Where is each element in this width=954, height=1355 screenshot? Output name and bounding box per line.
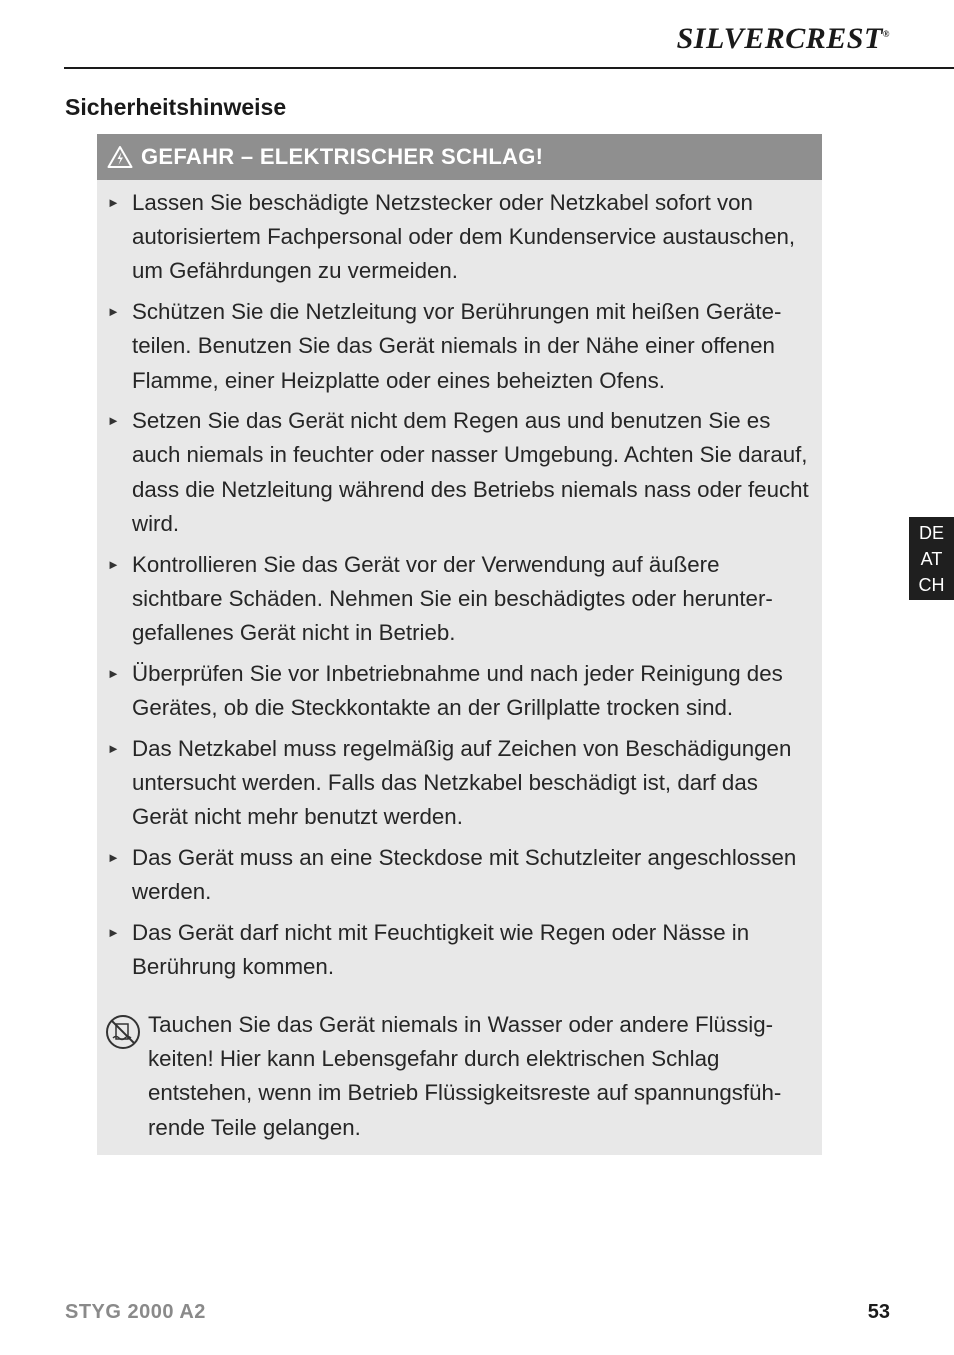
bullet-arrow-icon: ► [107, 413, 120, 429]
brand-logo [677, 22, 890, 56]
list-item [97, 732, 822, 835]
bullet-arrow-icon: ► [107, 304, 120, 320]
list-item-text: Das Netzkabel muss regelmäßig auf Zeichen von Beschädigungen untersucht werden. Falls das Netzkabel beschädigt ist, darf das Gerät nicht mehr benutzt werden. [132, 735, 792, 829]
list-item-text: Kontrollieren Sie das Gerät vor der Verwendung auf äußere sichtbare Schäden. Nehmen Sie ein beschädigtes oder herunter-gefallenes Gerät nicht in Betrieb. [132, 551, 773, 645]
no-immersion-icon [105, 1014, 141, 1050]
safety-list [97, 186, 822, 984]
warning-title: GEFAHR – ELEKTRISCHER SCHLAG! [141, 144, 544, 169]
bullet-arrow-icon: ► [107, 849, 120, 865]
registered-mark: ® [882, 29, 890, 39]
bullet-arrow-icon: ► [107, 665, 120, 681]
language-ch: CH [918, 574, 945, 595]
language-de: DE [918, 522, 944, 543]
brand-logo-text: SILVERCREST [676, 22, 883, 55]
list-item-text: Das Gerät muss an eine Steckdose mit Schutzleiter angeschlossen werden. [132, 844, 797, 904]
list-item [97, 657, 822, 725]
list-item-text: Setzen Sie das Gerät nicht dem Regen aus und benutzen Sie es auch niemals in feuchter oder nasser Umgebung. Achten Sie darauf, dass die Netzleitung während des Betriebs niemals nass oder feucht wird. [132, 408, 809, 536]
header-divider [64, 67, 954, 69]
footer-model: STYG 2000 A2 [65, 1301, 206, 1323]
list-item-text: Überprüfen Sie vor Inbetriebnahme und nach jeder Reinigung des Gerätes, ob die Steckkontakte an der Grillplatte trocken sind. [132, 660, 783, 720]
warning-triangle-icon [107, 145, 133, 169]
list-item [97, 841, 822, 909]
bullet-arrow-icon: ► [107, 195, 120, 210]
section-title: Sicherheitshinweise [65, 94, 287, 120]
warning-box [97, 134, 822, 1155]
language-tab [909, 517, 954, 600]
page-number: 53 [867, 1301, 890, 1323]
bullet-arrow-icon: ► [107, 740, 120, 756]
list-item-text: Das Gerät darf nicht mit Feuchtigkeit wie Regen oder Nässe in Berührung kommen. [132, 919, 750, 979]
warning-header [97, 134, 822, 180]
list-item [97, 548, 822, 651]
list-item [97, 404, 822, 541]
immersion-note [97, 1008, 822, 1145]
list-item [97, 916, 822, 984]
list-item [97, 295, 822, 398]
list-item-text: Schützen Sie die Netzleitung vor Berührungen mit heißen Geräte-teilen. Benutzen Sie das Gerät niemals in der Nähe einer offenen Flamme, einer Heizplatte oder eines beheizten Ofens. [132, 299, 782, 393]
language-at: AT [920, 548, 943, 569]
list-item-text: Lassen Sie beschädigte Netzstecker oder Netzkabel sofort von autorisiertem Fachpersonal oder dem Kundenservice austauschen, um Gefährdungen zu vermeiden. [132, 190, 796, 284]
bullet-arrow-icon: ► [107, 924, 120, 940]
list-item [97, 186, 822, 289]
bullet-arrow-icon: ► [107, 556, 120, 572]
note-text: Tauchen Sie das Gerät niemals in Wasser oder andere Flüssig-keiten! Hier kann Lebensgefahr durch elektrischen Schlag entstehen, wenn im Betrieb Flüssigkeitsreste auf spannungsfüh-rende Teile gelangen. [148, 1011, 782, 1140]
